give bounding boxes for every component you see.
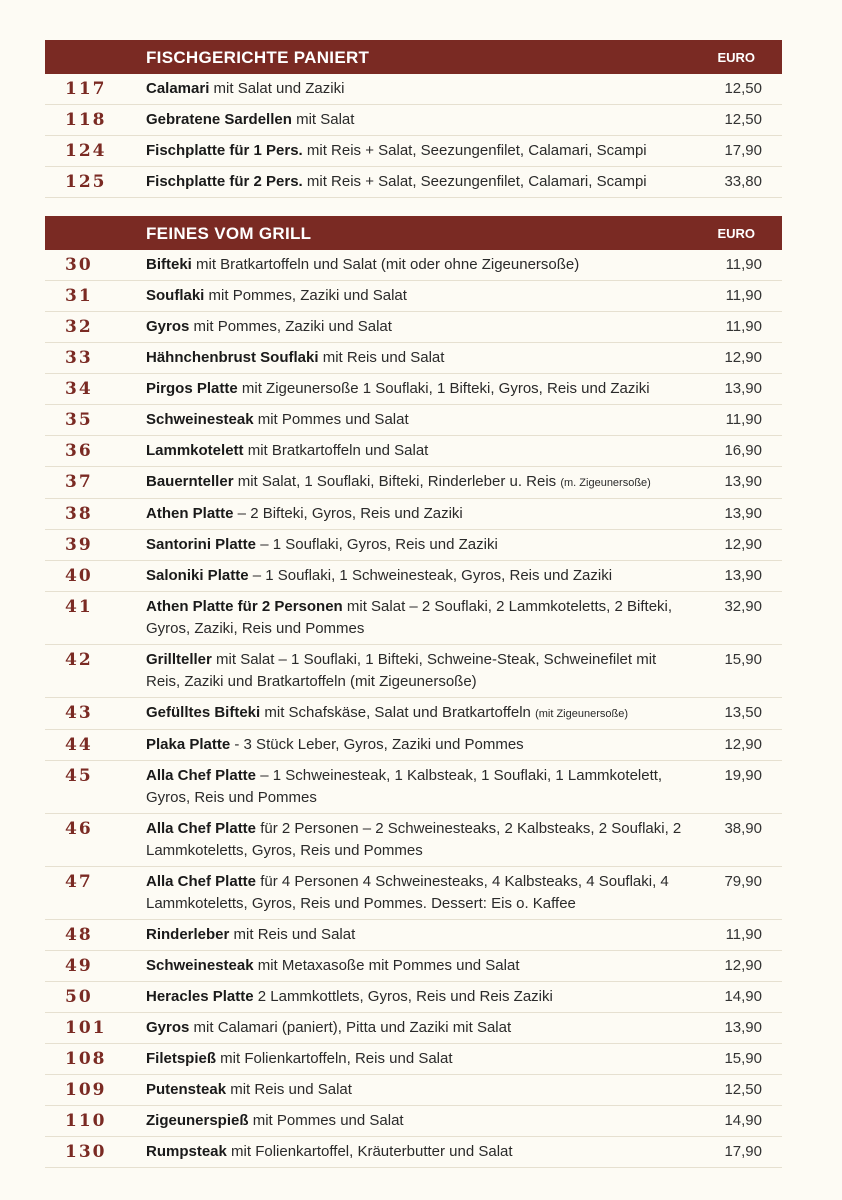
- item-details: mit Reis und Salat: [318, 349, 445, 366]
- item-name: Schweinesteak: [146, 411, 254, 428]
- item-number: 130: [65, 1142, 107, 1162]
- menu-item: [45, 250, 782, 281]
- menu-item: [45, 982, 782, 1013]
- item-details: mit Metaxasoße mit Pommes und Salat: [253, 957, 520, 974]
- item-details: mit Pommes, Zaziki und Salat: [204, 287, 407, 304]
- item-number: 31: [65, 286, 93, 306]
- item-number: 36: [65, 441, 93, 461]
- item-description: [146, 1048, 692, 1070]
- item-number: 124: [65, 141, 107, 161]
- item-name: Rumpsteak: [146, 1143, 227, 1160]
- item-price: 15,90: [724, 1050, 762, 1067]
- item-description: [146, 1017, 692, 1039]
- item-description: [146, 109, 692, 131]
- section-gap: [45, 198, 782, 216]
- menu-item: [45, 645, 782, 698]
- item-number: 118: [65, 110, 107, 130]
- item-details: mit Calamari (paniert), Pitta und Zaziki mit Salat: [189, 1019, 512, 1036]
- item-number: 37: [65, 472, 93, 492]
- item-description: [146, 986, 692, 1008]
- item-price: 11,90: [725, 287, 762, 304]
- item-details: mit Reis + Salat, Seezungenfilet, Calamari, Scampi: [302, 173, 647, 190]
- item-number: 44: [65, 735, 93, 755]
- menu-item: [45, 436, 782, 467]
- menu-item: [45, 312, 782, 343]
- item-description: [146, 440, 692, 462]
- item-details: mit Salat, 1 Souflaki, Bifteki, Rinderleber u. Reis: [233, 473, 561, 490]
- menu-item: [45, 1044, 782, 1075]
- item-number: 109: [65, 1080, 107, 1100]
- item-description: [146, 596, 692, 640]
- item-number: 125: [65, 172, 107, 192]
- item-note: (m. Zigeunersoße): [560, 477, 651, 489]
- item-details: – 2 Bifteki, Gyros, Reis und Zaziki: [233, 505, 463, 522]
- item-name: Hähnchenbrust Souflaki: [146, 349, 319, 366]
- item-number: 39: [65, 535, 93, 555]
- item-description: [146, 702, 692, 725]
- item-description: [146, 871, 692, 915]
- item-name: Alla Chef Platte: [146, 820, 257, 837]
- item-name: Bifteki: [146, 256, 192, 273]
- item-details: für 4 Personen 4 Schweinesteaks, 4 Kalbsteaks, 4 Souflaki, 4 Lammkoteletts, Gyros, Reis und Pommes. Dessert: Eis o. Kaffee: [146, 873, 669, 912]
- menu-item: [45, 1137, 782, 1168]
- item-details: mit Folienkartoffel, Kräuterbutter und Salat: [226, 1143, 513, 1160]
- item-description: [146, 1079, 692, 1101]
- item-description: [146, 140, 692, 162]
- item-description: [146, 254, 692, 276]
- section-header: [45, 40, 782, 74]
- item-description: [146, 1141, 692, 1163]
- item-details: mit Folienkartoffeln, Reis und Salat: [216, 1050, 453, 1067]
- item-name: Gefülltes Bifteki: [146, 704, 261, 721]
- item-price: 17,90: [724, 142, 762, 159]
- menu-item: [45, 74, 782, 105]
- item-name: Calamari: [146, 80, 210, 97]
- item-price: 11,90: [725, 926, 762, 943]
- item-number: 41: [65, 597, 93, 617]
- item-name: Plaka Platte: [146, 736, 231, 753]
- section-title: FISCHGERICHTE PANIERT: [146, 48, 370, 67]
- menu-item: [45, 374, 782, 405]
- menu-item: [45, 592, 782, 645]
- item-number: 46: [65, 819, 93, 839]
- item-details: mit Salat und Zaziki: [209, 80, 345, 97]
- item-details: mit Pommes und Salat: [253, 411, 409, 428]
- item-details: mit Reis + Salat, Seezungenfilet, Calamari, Scampi: [302, 142, 647, 159]
- menu-item: [45, 761, 782, 814]
- menu-item: [45, 167, 782, 198]
- menu-item: [45, 951, 782, 982]
- item-details: mit Bratkartoffeln und Salat: [243, 442, 429, 459]
- item-price: 14,90: [724, 1112, 762, 1129]
- item-price: 38,90: [724, 820, 762, 837]
- menu-item: [45, 405, 782, 436]
- item-details: für 2 Personen – 2 Schweinesteaks, 2 Kalbsteaks, 2 Souflaki, 2 Lammkoteletts, Gyros, Reis und Pommes: [146, 820, 682, 859]
- item-name: Putensteak: [146, 1081, 227, 1098]
- item-price: 13,90: [724, 567, 762, 584]
- item-details: mit Pommes, Zaziki und Salat: [189, 318, 392, 335]
- item-details: – 1 Souflaki, Gyros, Reis und Zaziki: [256, 536, 498, 553]
- item-name: Grillteller: [146, 651, 212, 668]
- item-details: mit Salat – 2 Souflaki, 2 Lammkoteletts, 2 Bifteki, Gyros, Zaziki, Reis und Pommes: [146, 598, 673, 637]
- item-description: [146, 285, 692, 307]
- item-description: [146, 734, 692, 756]
- menu-item: [45, 1013, 782, 1044]
- item-price: 12,90: [724, 736, 762, 753]
- item-price: 11,90: [725, 411, 762, 428]
- item-description: [146, 171, 692, 193]
- item-price: 11,90: [725, 256, 762, 273]
- menu-item: [45, 561, 782, 592]
- item-details: mit Reis und Salat: [226, 1081, 352, 1098]
- item-price: 14,90: [724, 988, 762, 1005]
- item-number: 110: [65, 1111, 107, 1131]
- currency-label: EURO: [717, 226, 755, 241]
- item-price: 33,80: [724, 173, 762, 190]
- item-name: Saloniki Platte: [146, 567, 249, 584]
- item-description: [146, 316, 692, 338]
- item-name: Souflaki: [146, 287, 205, 304]
- item-number: 48: [65, 925, 93, 945]
- item-price: 16,90: [724, 442, 762, 459]
- item-price: 12,50: [724, 1081, 762, 1098]
- item-price: 12,50: [724, 111, 762, 128]
- item-price: 13,90: [724, 380, 762, 397]
- menu-item: [45, 814, 782, 867]
- item-name: Filetspieß: [146, 1050, 217, 1067]
- menu-item: [45, 1106, 782, 1137]
- menu-sections: [45, 40, 782, 1168]
- item-name: Pirgos Platte: [146, 380, 238, 397]
- menu-page: [45, 40, 782, 1168]
- item-number: 33: [65, 348, 93, 368]
- menu-item: [45, 920, 782, 951]
- item-number: 50: [65, 987, 93, 1007]
- item-name: Schweinesteak: [146, 957, 254, 974]
- item-description: [146, 534, 692, 556]
- item-number: 32: [65, 317, 93, 337]
- item-name: Santorini Platte: [146, 536, 257, 553]
- item-details: mit Schafskäse, Salat und Bratkartoffeln: [260, 704, 536, 721]
- item-details: 2 Lammkottlets, Gyros, Reis und Reis Zaziki: [253, 988, 553, 1005]
- item-name: Lammkotelett: [146, 442, 244, 459]
- menu-item: [45, 730, 782, 761]
- item-number: 47: [65, 872, 93, 892]
- item-price: 12,90: [724, 349, 762, 366]
- item-name: Gebratene Sardellen: [146, 111, 292, 128]
- item-number: 30: [65, 255, 93, 275]
- item-number: 38: [65, 504, 93, 524]
- item-name: Bauernteller: [146, 473, 234, 490]
- item-price: 12,90: [724, 957, 762, 974]
- item-number: 108: [65, 1049, 107, 1069]
- item-price: 13,50: [724, 704, 762, 721]
- item-description: [146, 565, 692, 587]
- item-number: 45: [65, 766, 93, 786]
- item-details: mit Bratkartoffeln und Salat (mit oder ohne Zigeunersoße): [191, 256, 580, 273]
- item-name: Fischplatte für 1 Pers.: [146, 142, 303, 159]
- item-price: 13,90: [724, 1019, 762, 1036]
- item-price: 13,90: [724, 473, 762, 490]
- item-description: [146, 955, 692, 977]
- item-description: [146, 347, 692, 369]
- item-details: mit Pommes und Salat: [248, 1112, 404, 1129]
- menu-item: [45, 343, 782, 374]
- section-title: FEINES VOM GRILL: [146, 224, 312, 243]
- item-details: mit Zigeunersoße 1 Souflaki, 1 Bifteki, Gyros, Reis und Zaziki: [237, 380, 650, 397]
- item-price: 17,90: [724, 1143, 762, 1160]
- section-header: [45, 216, 782, 250]
- item-price: 13,90: [724, 505, 762, 522]
- item-details: mit Salat: [291, 111, 355, 128]
- currency-label: EURO: [717, 50, 755, 65]
- item-name: Gyros: [146, 318, 190, 335]
- item-name: Heracles Platte: [146, 988, 254, 1005]
- menu-item: [45, 105, 782, 136]
- item-price: 79,90: [724, 873, 762, 890]
- menu-item: [45, 1075, 782, 1106]
- item-name: Athen Platte: [146, 505, 234, 522]
- item-price: 12,90: [724, 536, 762, 553]
- item-number: 42: [65, 650, 93, 670]
- item-name: Zigeunerspieß: [146, 1112, 249, 1129]
- menu-item: [45, 530, 782, 561]
- item-price: 12,50: [724, 80, 762, 97]
- menu-item: [45, 467, 782, 499]
- item-number: 34: [65, 379, 93, 399]
- item-number: 49: [65, 956, 93, 976]
- menu-item: [45, 499, 782, 530]
- menu-item: [45, 867, 782, 920]
- item-name: Alla Chef Platte: [146, 767, 257, 784]
- item-description: [146, 649, 692, 693]
- item-description: [146, 818, 692, 862]
- item-name: Athen Platte für 2 Personen: [146, 598, 343, 615]
- item-description: [146, 471, 692, 494]
- item-details: mit Salat – 1 Souflaki, 1 Bifteki, Schweine-Steak, Schweinefilet mit Reis, Zaziki und Bratkartoffeln (mit Zigeunersoße): [146, 651, 657, 690]
- item-price: 32,90: [724, 598, 762, 615]
- item-details: - 3 Stück Leber, Gyros, Zaziki und Pommes: [230, 736, 524, 753]
- menu-item: [45, 698, 782, 730]
- item-description: [146, 378, 692, 400]
- item-details: mit Reis und Salat: [229, 926, 356, 943]
- item-number: 43: [65, 703, 93, 723]
- item-name: Fischplatte für 2 Pers.: [146, 173, 303, 190]
- item-details: – 1 Souflaki, 1 Schweinesteak, Gyros, Reis und Zaziki: [248, 567, 613, 584]
- item-price: 15,90: [724, 651, 762, 668]
- item-description: [146, 503, 692, 525]
- item-number: 40: [65, 566, 93, 586]
- item-details: – 1 Schweinesteak, 1 Kalbsteak, 1 Souflaki, 1 Lammkotelett, Gyros, Reis und Pommes: [146, 767, 663, 806]
- menu-item: [45, 281, 782, 312]
- item-description: [146, 924, 692, 946]
- item-number: 101: [65, 1018, 107, 1038]
- item-description: [146, 78, 692, 100]
- menu-item: [45, 136, 782, 167]
- item-description: [146, 409, 692, 431]
- item-name: Rinderleber: [146, 926, 230, 943]
- item-name: Alla Chef Platte: [146, 873, 257, 890]
- item-note: (mit Zigeunersoße): [535, 708, 628, 720]
- item-description: [146, 1110, 692, 1132]
- item-number: 35: [65, 410, 93, 430]
- item-number: 117: [65, 79, 107, 99]
- item-price: 19,90: [724, 767, 762, 784]
- item-name: Gyros: [146, 1019, 190, 1036]
- item-price: 11,90: [725, 318, 762, 335]
- item-description: [146, 765, 692, 809]
